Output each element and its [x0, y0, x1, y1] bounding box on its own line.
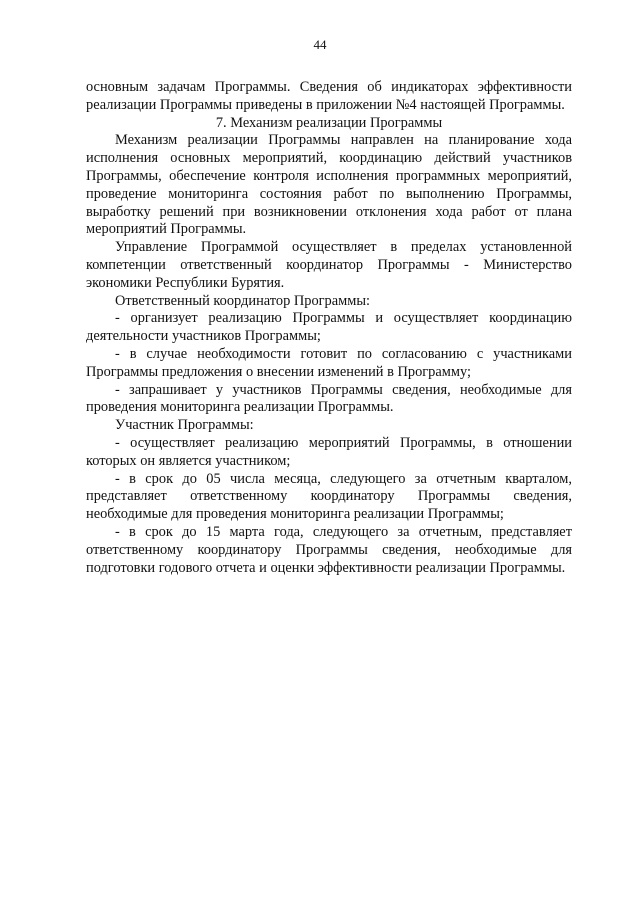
participant-heading: Участник Программы: [115, 417, 254, 434]
page-number: 44 [313, 37, 327, 52]
coordinator-heading: Ответственный координатор Программы: [115, 292, 371, 309]
paragraph-management: Управление Программой осуществляет в пределах установленной компетенции ответственный координатор Программы - Министерство экономики Республики Бурятия. [86, 239, 572, 291]
coordinator-item: - организует реализацию Программы и осуществляет координацию деятельности участников Программы; [86, 310, 572, 345]
participant-item: - в срок до 05 числа месяца, следующего за отчетным кварталом, представляет ответственному координатору Программы сведения, необходимые для проведения мониторинга реализации Программы; [86, 470, 572, 523]
paragraph-mechanism: Механизм реализации Программы направлен на планирование хода исполнения основных мероприятий, координацию действий участников Программы, обеспечение контроля исполнения программных мероприятий, проведение мониторинга состояния работ по выполнению Программы, выработку решений при возникновении отклонения хода работ от плана мероприятий Программы. [86, 132, 572, 238]
document-body [86, 79, 572, 577]
section-title: 7. Механизм реализации Программы [215, 114, 443, 131]
coordinator-item: - запрашивает у участников Программы сведения, необходимые для проведения мониторинга реализации Программы. [86, 381, 572, 416]
participant-item: - в срок до 15 марта года, следующего за отчетным, представляет ответственному координатору Программы сведения, необходимые для подготовки годового отчета и оценки эффективности реализации Программы. [86, 523, 572, 576]
coordinator-item: - в случае необходимости готовит по согласованию с участниками Программы предложения о внесении изменений в Программу; [86, 345, 572, 380]
participant-item: - осуществляет реализацию мероприятий Программы, в отношении которых он является участником; [86, 434, 572, 469]
intro-paragraph: основным задачам Программы. Сведения об индикаторах эффективности реализации Программы приведены в приложении №4 настоящей Программы. [86, 79, 572, 113]
